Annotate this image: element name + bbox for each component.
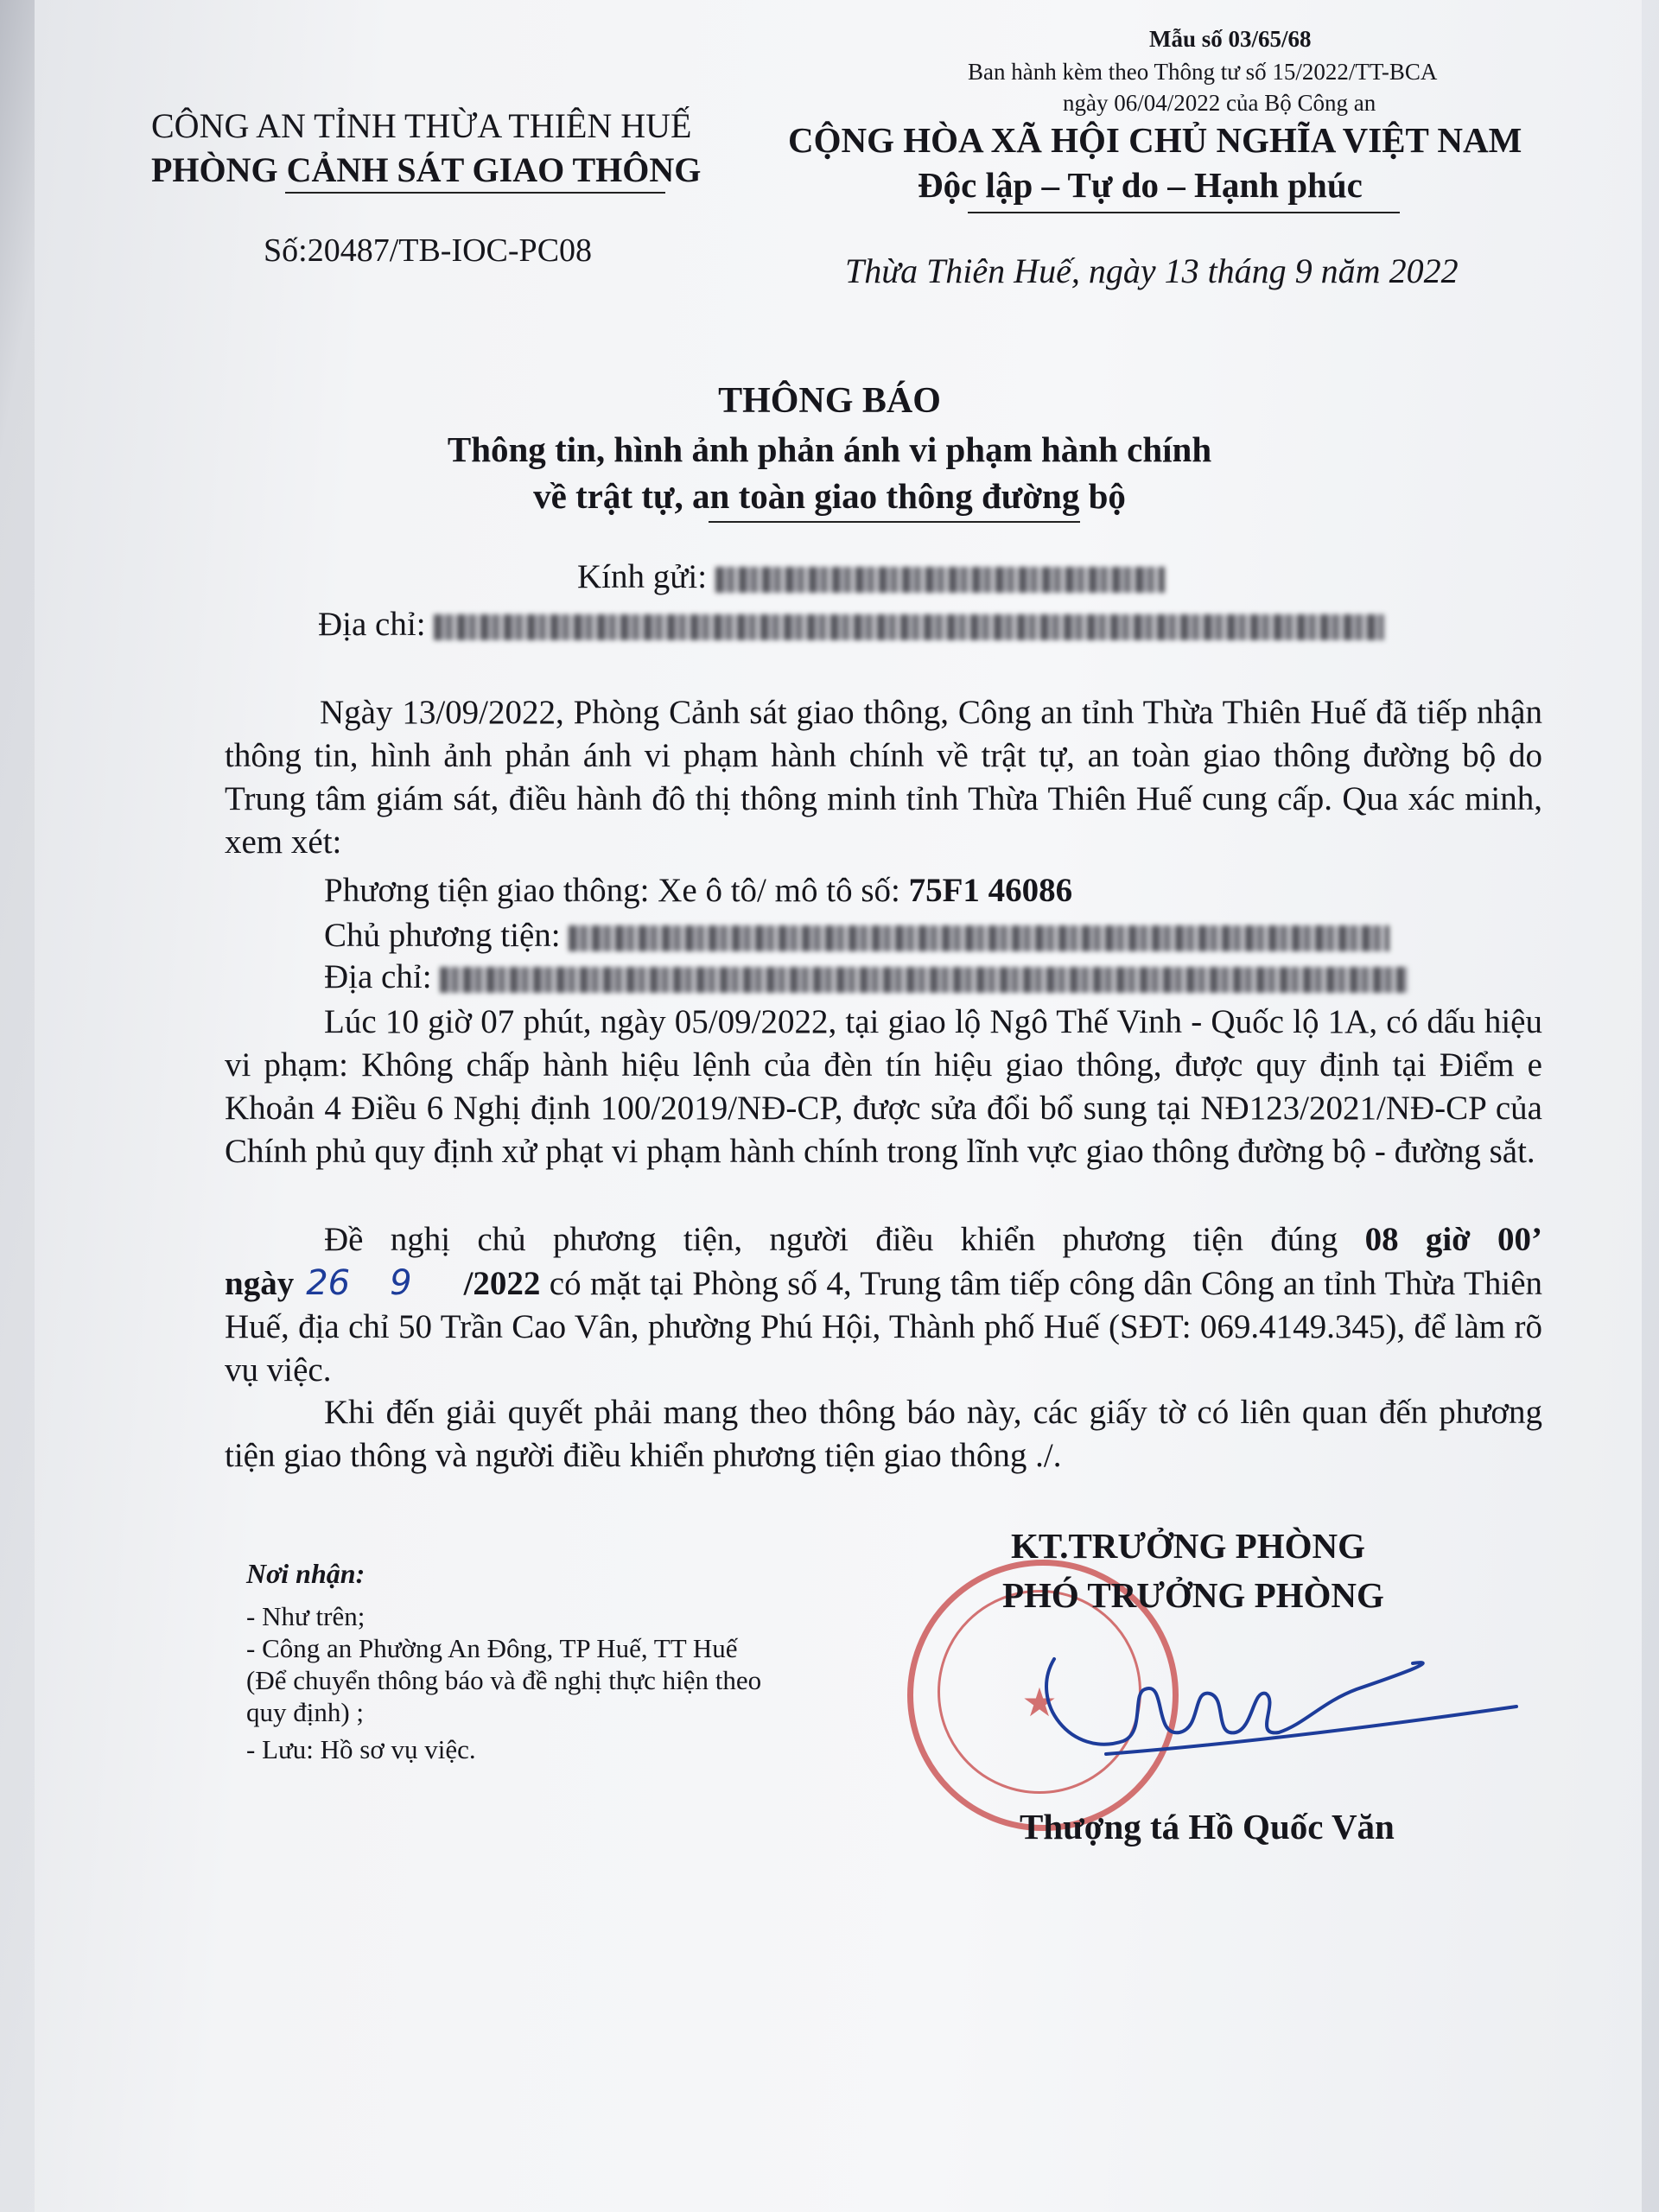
redacted-owner-address (440, 967, 1408, 993)
p3-time: 08 giờ 00’ (1364, 1221, 1543, 1258)
handwritten-month: 9 (390, 1263, 412, 1303)
document-number: Số:20487/TB-IOC-PC08 (264, 232, 593, 269)
body-paragraph-1: Ngày 13/09/2022, Phòng Cảnh sát giao thông, Công an tỉnh Thừa Thiên Huế đã tiếp nhận thông tin, hình ảnh phản ánh vi phạm hành chính về trật tự, an toàn giao thông đường bộ do Trung tâm giám sát, điều hành đô thị thông minh tỉnh Thừa Thiên Huế cung cấp. Qua xác minh, xem xét: (225, 694, 1542, 861)
body-paragraph-2: Lúc 10 giờ 07 phút, ngày 05/09/2022, tại giao lộ Ngô Thế Vinh - Quốc lộ 1A, có dấu hiệu vi phạm: Không chấp hành hiệu lệnh của đèn tín hiệu giao thông, được quy định tại Điểm e Khoản 4 Điều 6 Nghị định 100/2019/NĐ-CP, được sửa đổi bổ sung tại NĐ123/2021/NĐ-CP của Chính phủ quy định xử phạt vi phạm hành chính trong lĩnh vực giao thông đường bộ - đường sắt. (225, 1003, 1542, 1170)
p3-start: Đề nghị chủ phương tiện, người điều khiển phương tiện đúng (324, 1221, 1338, 1258)
document-subtitle-1: Thông tin, hình ảnh phản ánh vi phạm hành chính (447, 429, 1212, 469)
signature-title-2: PHÓ TRƯỞNG PHÒNG (1002, 1575, 1384, 1615)
recipients-item-4: quy định) ; (246, 1697, 365, 1727)
nation-title: CỘNG HÒA XÃ HỘI CHỦ NGHĨA VIỆT NAM (788, 120, 1522, 160)
redacted-owner-name (569, 925, 1389, 951)
title-underline (709, 521, 1080, 523)
recipients-item-3: (Để chuyển thông báo và đề nghị thực hiện theo (246, 1665, 762, 1695)
signature-title-1: KT.TRƯỞNG PHÒNG (1011, 1526, 1365, 1566)
agency-line1: CÔNG AN TỈNH THỪA THIÊN HUẾ (151, 106, 692, 145)
vehicle-label: Phương tiện giao thông: Xe ô tô/ mô tô số: (324, 872, 900, 909)
body-paragraph-4: Khi đến giải quyết phải mang theo thông báo này, các giấy tờ có liên quan đến phương tiện giao thông và người điều khiển phương tiện giao thông ./. (225, 1394, 1542, 1474)
recipients-item-1: - Như trên; (246, 1601, 365, 1631)
recipients-item-5: - Lưu: Hồ sơ vụ việc. (246, 1734, 476, 1764)
recipient-label: Kính gửi: (577, 558, 708, 595)
form-number: Mẫu số 03/65/68 (1149, 26, 1312, 52)
motto-underline (968, 212, 1400, 213)
handwritten-day: 26 (306, 1263, 351, 1303)
place-date: Thừa Thiên Huế, ngày 13 tháng 9 năm 2022 (845, 251, 1459, 290)
handwritten-signature (994, 1642, 1529, 1780)
owner-address-line (324, 957, 1408, 996)
p3-day-label: ngày (225, 1265, 295, 1302)
vehicle-plate: 75F1 46086 (908, 872, 1073, 909)
body-paragraph-3 (225, 1218, 1542, 1392)
recipients-heading: Nơi nhận: (246, 1558, 365, 1589)
nation-motto: Độc lập – Tự do – Hạnh phúc (918, 165, 1363, 205)
signer-name: Thượng tá Hồ Quốc Văn (1020, 1807, 1395, 1847)
agency-line2: PHÒNG CẢNH SÁT GIAO THÔNG (151, 150, 702, 189)
p3-year: /2022 (463, 1265, 541, 1302)
form-issued-line2: ngày 06/04/2022 của Bộ Công an (1063, 90, 1376, 116)
vehicle-line (324, 871, 1072, 910)
document-title: THÔNG BÁO (718, 381, 941, 421)
recipient-address-label: Địa chỉ: (318, 606, 426, 643)
owner-label: Chủ phương tiện: (324, 917, 561, 954)
form-issued-line1: Ban hành kèm theo Thông tư số 15/2022/TT-BCA (968, 59, 1438, 85)
owner-line (324, 916, 1389, 955)
owner-address-label: Địa chỉ: (324, 958, 432, 995)
recipients-item-2: - Công an Phường An Đông, TP Huế, TT Huế (246, 1633, 738, 1663)
redacted-recipient-address (434, 614, 1384, 640)
recipient-line (577, 557, 1165, 596)
star-emblem-icon: ★ (1021, 1679, 1058, 1726)
agency-underline (285, 192, 665, 194)
p3-rest: có mặt tại Phòng số 4, Trung tâm tiếp công dân Công an tỉnh Thừa Thiên Huế, địa chỉ 50 Trần Cao Vân, phường Phú Hội, Thành phố Huế (SĐT: 069.4149.345), để làm rõ vụ việc. (225, 1265, 1543, 1389)
redacted-recipient-name (715, 567, 1165, 593)
document-subtitle-2: về trật tự, an toàn giao thông đường bộ (533, 476, 1126, 516)
recipient-address-line (318, 605, 1384, 644)
